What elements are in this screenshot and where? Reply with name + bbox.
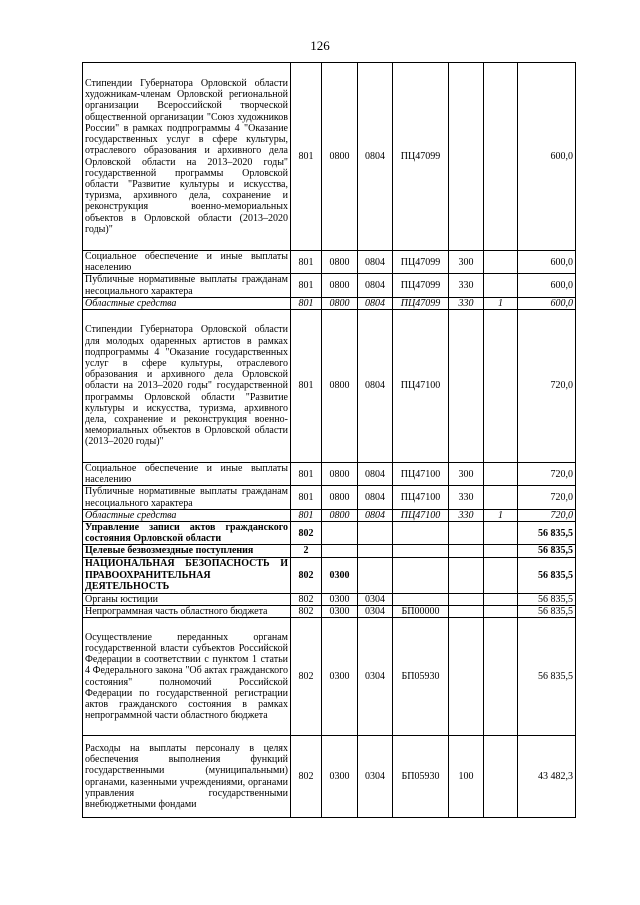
cell-name: Расходы на выплаты персоналу в целях обеспечения выполнения функций государственными (муниципальными) органами, казенными учреждениями, органами управления государственными внебюджетными фондами: [83, 736, 291, 818]
cell-vr: [449, 618, 484, 736]
cell-sum: 56 835,5: [518, 545, 576, 557]
cell-cs: ПЦ47100: [393, 509, 449, 521]
cell-pr: 0804: [358, 274, 393, 297]
cell-cs: ПЦ47100: [393, 310, 449, 463]
cell-src: [484, 63, 518, 251]
cell-cs: ПЦ47099: [393, 63, 449, 251]
cell-sum: 56 835,5: [518, 605, 576, 617]
cell-name: НАЦИОНАЛЬНАЯ БЕЗОПАСНОСТЬ И ПРАВООХРАНИТЕЛЬНАЯ ДЕЯТЕЛЬНОСТЬ: [83, 557, 291, 593]
cell-name: Управление записи актов гражданского состояния Орловской области: [83, 522, 291, 545]
table-row: [83, 297, 576, 309]
cell-sum: 720,0: [518, 463, 576, 486]
cell-rz: 0800: [322, 486, 358, 509]
cell-pr: 0304: [358, 605, 393, 617]
cell-cs: ПЦ47099: [393, 251, 449, 274]
cell-src: [484, 310, 518, 463]
cell-pr: [358, 557, 393, 593]
table-row: [83, 509, 576, 521]
cell-pr: 0804: [358, 63, 393, 251]
cell-vr: [449, 605, 484, 617]
cell-rz: 0800: [322, 463, 358, 486]
cell-pr: [358, 545, 393, 557]
cell-sum: 720,0: [518, 310, 576, 463]
table-row: [83, 310, 576, 463]
cell-name: Органы юстиции: [83, 593, 291, 605]
cell-sum: 56 835,5: [518, 522, 576, 545]
cell-rz: 0800: [322, 251, 358, 274]
cell-cs: БП05930: [393, 618, 449, 736]
cell-sum: 56 835,5: [518, 557, 576, 593]
cell-cs: [393, 593, 449, 605]
cell-sum: 600,0: [518, 297, 576, 309]
cell-pr: 0804: [358, 509, 393, 521]
table-row: [83, 593, 576, 605]
cell-vr: 100: [449, 736, 484, 818]
cell-gr: 802: [291, 593, 322, 605]
cell-pr: 0804: [358, 310, 393, 463]
cell-gr: 2: [291, 545, 322, 557]
table-row: [83, 63, 576, 251]
cell-gr: 802: [291, 522, 322, 545]
cell-cs: ПЦ47100: [393, 486, 449, 509]
cell-sum: 720,0: [518, 509, 576, 521]
cell-sum: 600,0: [518, 274, 576, 297]
cell-name: Социальное обеспечение и иные выплаты населению: [83, 463, 291, 486]
cell-sum: 720,0: [518, 486, 576, 509]
cell-pr: 0304: [358, 618, 393, 736]
cell-rz: 0300: [322, 736, 358, 818]
cell-gr: 802: [291, 736, 322, 818]
cell-src: [484, 463, 518, 486]
cell-src: [484, 557, 518, 593]
cell-cs: [393, 545, 449, 557]
cell-vr: [449, 545, 484, 557]
cell-sum: 43 482,3: [518, 736, 576, 818]
cell-name: Стипендии Губернатора Орловской области художникам-членам Орловской региональной организации Всероссийской творческой общественной организации "Союз художников России" в рамках подпрограммы 4 "Оказание государственных услуг в сфере культуры, отраслевого образования и архивного дела Орловской области на 2013–2020 годы" государственной программы Орловской области "Развитие культуры и искусства, туризма, архивного дела, сохранение и реконструкция военно-мемориальных объектов в Орловской области (2013–2020 годы)": [83, 63, 291, 251]
cell-name: Областные средства: [83, 297, 291, 309]
cell-rz: 0300: [322, 605, 358, 617]
cell-rz: 0300: [322, 593, 358, 605]
cell-sum: 56 835,5: [518, 593, 576, 605]
table-row: [83, 736, 576, 818]
cell-src: [484, 545, 518, 557]
page-number: 126: [310, 38, 330, 53]
budget-table: [82, 62, 576, 818]
cell-vr: 300: [449, 251, 484, 274]
cell-pr: 0304: [358, 736, 393, 818]
cell-cs: БП00000: [393, 605, 449, 617]
cell-cs: ПЦ47099: [393, 297, 449, 309]
cell-rz: 0300: [322, 557, 358, 593]
cell-vr: 330: [449, 509, 484, 521]
cell-rz: 0800: [322, 310, 358, 463]
table-row: [83, 618, 576, 736]
cell-vr: [449, 522, 484, 545]
table-row: [83, 486, 576, 509]
cell-name: Публичные нормативные выплаты гражданам несоциального характера: [83, 486, 291, 509]
cell-gr: 802: [291, 618, 322, 736]
cell-gr: 801: [291, 63, 322, 251]
table-row: [83, 545, 576, 557]
cell-gr: 802: [291, 605, 322, 617]
cell-name: Непрограммная часть областного бюджета: [83, 605, 291, 617]
cell-pr: 0804: [358, 297, 393, 309]
cell-rz: [322, 545, 358, 557]
cell-name: Социальное обеспечение и иные выплаты населению: [83, 251, 291, 274]
cell-sum: 600,0: [518, 251, 576, 274]
table-row: [83, 522, 576, 545]
cell-name: Публичные нормативные выплаты гражданам несоциального характера: [83, 274, 291, 297]
cell-vr: 300: [449, 463, 484, 486]
cell-rz: 0800: [322, 297, 358, 309]
cell-pr: 0804: [358, 486, 393, 509]
cell-rz: [322, 522, 358, 545]
cell-cs: ПЦ47100: [393, 463, 449, 486]
cell-vr: 330: [449, 274, 484, 297]
cell-src: [484, 618, 518, 736]
cell-src: 1: [484, 509, 518, 521]
cell-src: [484, 605, 518, 617]
cell-sum: 600,0: [518, 63, 576, 251]
cell-rz: 0800: [322, 509, 358, 521]
cell-gr: 801: [291, 274, 322, 297]
cell-vr: [449, 63, 484, 251]
cell-cs: ПЦ47099: [393, 274, 449, 297]
cell-gr: 801: [291, 251, 322, 274]
cell-cs: [393, 557, 449, 593]
cell-src: [484, 736, 518, 818]
cell-src: [484, 593, 518, 605]
cell-src: [484, 486, 518, 509]
cell-src: 1: [484, 297, 518, 309]
cell-name: Областные средства: [83, 509, 291, 521]
cell-pr: 0804: [358, 251, 393, 274]
table-body: [83, 63, 576, 818]
table-row: [83, 557, 576, 593]
table-row: [83, 605, 576, 617]
cell-pr: 0804: [358, 463, 393, 486]
cell-gr: 801: [291, 310, 322, 463]
cell-rz: 0300: [322, 618, 358, 736]
cell-cs: [393, 522, 449, 545]
cell-vr: [449, 593, 484, 605]
cell-gr: 801: [291, 297, 322, 309]
cell-gr: 801: [291, 509, 322, 521]
cell-gr: 801: [291, 463, 322, 486]
table-row: [83, 274, 576, 297]
cell-vr: 330: [449, 297, 484, 309]
cell-pr: [358, 522, 393, 545]
cell-vr: [449, 557, 484, 593]
cell-vr: [449, 310, 484, 463]
cell-name: Целевые безвозмездные поступления: [83, 545, 291, 557]
cell-gr: 802: [291, 557, 322, 593]
cell-src: [484, 251, 518, 274]
cell-src: [484, 522, 518, 545]
cell-rz: 0800: [322, 274, 358, 297]
cell-vr: 330: [449, 486, 484, 509]
table-row: [83, 463, 576, 486]
cell-name: Стипендии Губернатора Орловской области для молодых одаренных артистов в рамках подпрограммы 4 "Оказание государственных услуг в сфере культуры, отраслевого образования и архивного дела Орловской области на 2013–2020 годы" государственной программы Орловской области "Развитие культуры и искусства, туризма, архивного дела, сохранение и реконструкция военно-мемориальных объектов в Орловской области (2013–2020 годы)": [83, 310, 291, 463]
cell-pr: 0304: [358, 593, 393, 605]
cell-name: Осуществление переданных органам государственной власти субъектов Российской Федерации в соответствии с пунктом 1 статьи 4 Федерального закона "Об актах гражданского состояния" полномочий Российской Федерации по государственной регистрации актов гражданского состояния в рамках непрограммной части областного бюджета: [83, 618, 291, 736]
cell-src: [484, 274, 518, 297]
cell-cs: БП05930: [393, 736, 449, 818]
cell-sum: 56 835,5: [518, 618, 576, 736]
cell-gr: 801: [291, 486, 322, 509]
cell-rz: 0800: [322, 63, 358, 251]
table-row: [83, 251, 576, 274]
